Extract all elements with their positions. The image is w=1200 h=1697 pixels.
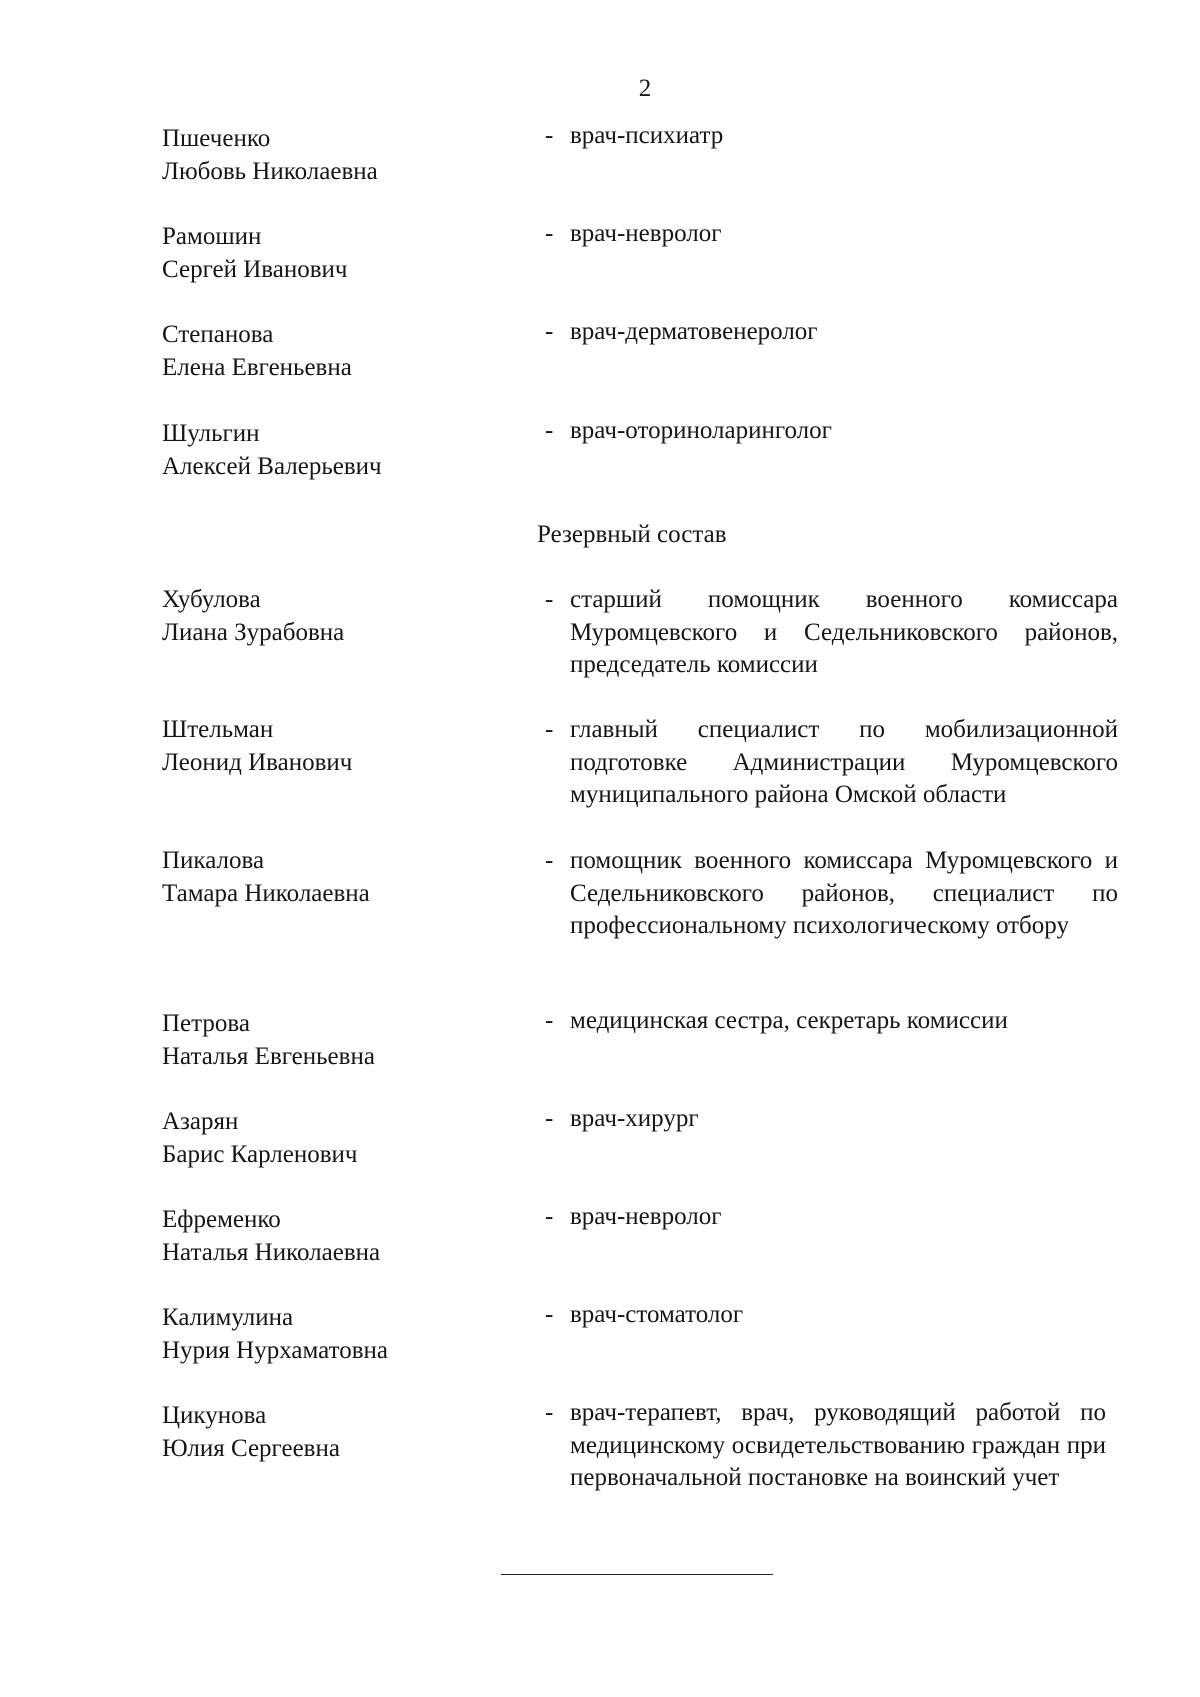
list-dash: - bbox=[545, 1301, 554, 1328]
member-role: главный специалист по мобилизационной подготовке Администрации Муромцевского муниципального района Омской области bbox=[570, 716, 1118, 808]
member-name bbox=[162, 221, 522, 286]
member-given-names: Лиана Зурабовна bbox=[162, 618, 345, 646]
member-surname: Степанова bbox=[162, 321, 274, 348]
list-dash: - bbox=[545, 1203, 554, 1230]
end-rule bbox=[501, 1574, 773, 1575]
list-dash: - bbox=[545, 716, 554, 743]
member-name bbox=[162, 714, 522, 779]
list-dash: - bbox=[545, 1007, 554, 1034]
member-surname: Пшеченко bbox=[162, 125, 271, 152]
member-surname: Пикалова bbox=[162, 847, 265, 874]
member-given-names: Наталья Николаевна bbox=[162, 1238, 381, 1266]
member-given-names: Барис Карленович bbox=[162, 1140, 358, 1168]
member-role: врач-терапевт, врач, руководящий работой по медицинскому освидетельствованию граждан при первоначальной постановке на воинский учет bbox=[570, 1399, 1106, 1491]
member-name bbox=[162, 1302, 522, 1367]
member-given-names: Алексей Валерьевич bbox=[162, 452, 382, 480]
member-surname: Штельман bbox=[162, 716, 274, 743]
member-name bbox=[162, 1204, 522, 1269]
member-name bbox=[162, 1106, 522, 1171]
member-surname: Ефременко bbox=[162, 1206, 281, 1233]
member-surname: Шульгин bbox=[162, 420, 260, 447]
member-role: врач-стоматолог bbox=[570, 1301, 744, 1328]
member-name bbox=[162, 584, 522, 649]
member-name bbox=[162, 1008, 522, 1073]
list-dash: - bbox=[545, 1105, 554, 1132]
member-role: медицинская сестра, секретарь комиссии bbox=[570, 1007, 1008, 1034]
member-given-names: Любовь Николаевна bbox=[162, 157, 378, 185]
member-surname: Калимулина bbox=[162, 1304, 294, 1331]
member-given-names: Елена Евгеньевна bbox=[162, 353, 352, 381]
member-role: врач-психиатр bbox=[570, 122, 724, 149]
member-name bbox=[162, 845, 522, 910]
member-role: врач-оториноларинголог bbox=[570, 417, 832, 444]
member-role: врач-хирург bbox=[570, 1105, 699, 1132]
member-role: врач-невролог bbox=[570, 220, 722, 247]
member-role: старший помощник военного комиссара Муромцевского и Седельниковского районов, председатель комиссии bbox=[570, 586, 1118, 678]
reserve-heading: Резервный состав bbox=[537, 521, 727, 548]
member-given-names: Тамара Николаевна bbox=[162, 879, 370, 907]
member-role: врач-невролог bbox=[570, 1203, 722, 1230]
list-dash: - bbox=[545, 1399, 554, 1426]
page-number: 2 bbox=[638, 75, 652, 102]
list-dash: - bbox=[545, 122, 554, 149]
member-surname: Петрова bbox=[162, 1010, 250, 1037]
member-name bbox=[162, 418, 522, 483]
member-given-names: Наталья Евгеньевна bbox=[162, 1042, 375, 1070]
member-given-names: Леонид Иванович bbox=[162, 748, 353, 776]
member-name bbox=[162, 123, 522, 188]
member-surname: Цикунова bbox=[162, 1402, 267, 1429]
member-given-names: Сергей Иванович bbox=[162, 255, 348, 283]
member-role: врач-дерматовенеролог bbox=[570, 318, 818, 345]
member-role: помощник военного комиссара Муромцевского и Седельниковского районов, специалист по профессиональному психологическому отбору bbox=[570, 847, 1118, 939]
member-name bbox=[162, 1400, 522, 1465]
member-surname: Азарян bbox=[162, 1108, 239, 1135]
member-given-names: Нурия Нурхаматовна bbox=[162, 1336, 388, 1364]
member-name bbox=[162, 319, 522, 384]
list-dash: - bbox=[545, 586, 554, 613]
list-dash: - bbox=[545, 220, 554, 247]
member-surname: Хубулова bbox=[162, 586, 261, 613]
member-surname: Рамошин bbox=[162, 223, 262, 250]
list-dash: - bbox=[545, 318, 554, 345]
list-dash: - bbox=[545, 417, 554, 444]
list-dash: - bbox=[545, 847, 554, 874]
member-given-names: Юлия Сергеевна bbox=[162, 1434, 340, 1462]
